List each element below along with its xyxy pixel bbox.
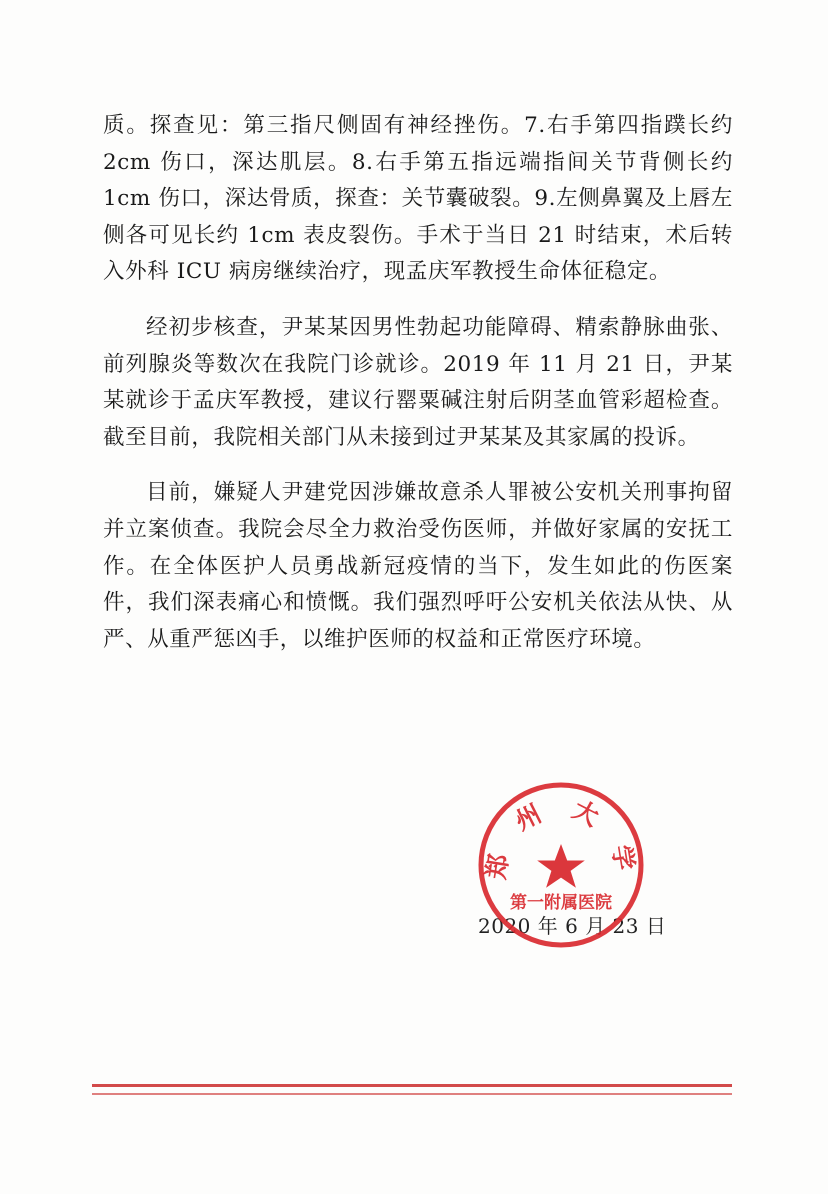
paragraph-injury-details: 质。探查见：第三指尺侧固有神经挫伤。7.右手第四指蹼长约 2cm 伤口，深达肌层。8.右手第五指远端指间关节背侧长约 1cm 伤口，深达骨质，探查：关节囊破裂。9.左侧鼻翼及上唇左侧各可见长约 1cm 表皮裂伤。手术于当日 21 时结束，术后转入外科 ICU 病房继续治疗，现孟庆军教授生命体征稳定。 <box>103 113 733 285</box>
official-seal <box>476 780 646 950</box>
seal-bottom-text: 第一附属医院 <box>510 893 612 913</box>
footer-rule-top <box>92 1084 732 1087</box>
document-date: 2020 年 6 月 23 日 <box>478 914 667 938</box>
paragraph-statement: 目前，嫌疑人尹建党因涉嫌故意杀人罪被公安机关刑事拘留并立案侦查。我院会尽全力救治受伤医师，并做好家属的安抚工作。在全体医护人员勇战新冠疫情的当下，发生如此的伤医案件，我们深表痛心和愤慨。我们强烈呼吁公安机关依法从快、从严、从重严惩凶手，以维护医师的权益和正常医疗环境。 <box>103 480 733 652</box>
paragraph-verification: 经初步核查，尹某某因男性勃起功能障碍、精索静脉曲张、前列腺炎等数次在我院门诊就诊。2019 年 11 月 21 日，尹某某就诊于孟庆军教授，建议行罂粟碱注射后阴茎血管彩超检查。截至目前，我院相关部门从未接到过尹某某及其家属的投诉。 <box>103 314 733 450</box>
seal-top-text: 郑 州 大 学 <box>481 794 641 882</box>
red-star-icon <box>537 844 585 888</box>
footer-rule-bottom <box>92 1093 732 1095</box>
bleed-through-header <box>330 6 810 116</box>
document-body <box>103 108 733 677</box>
